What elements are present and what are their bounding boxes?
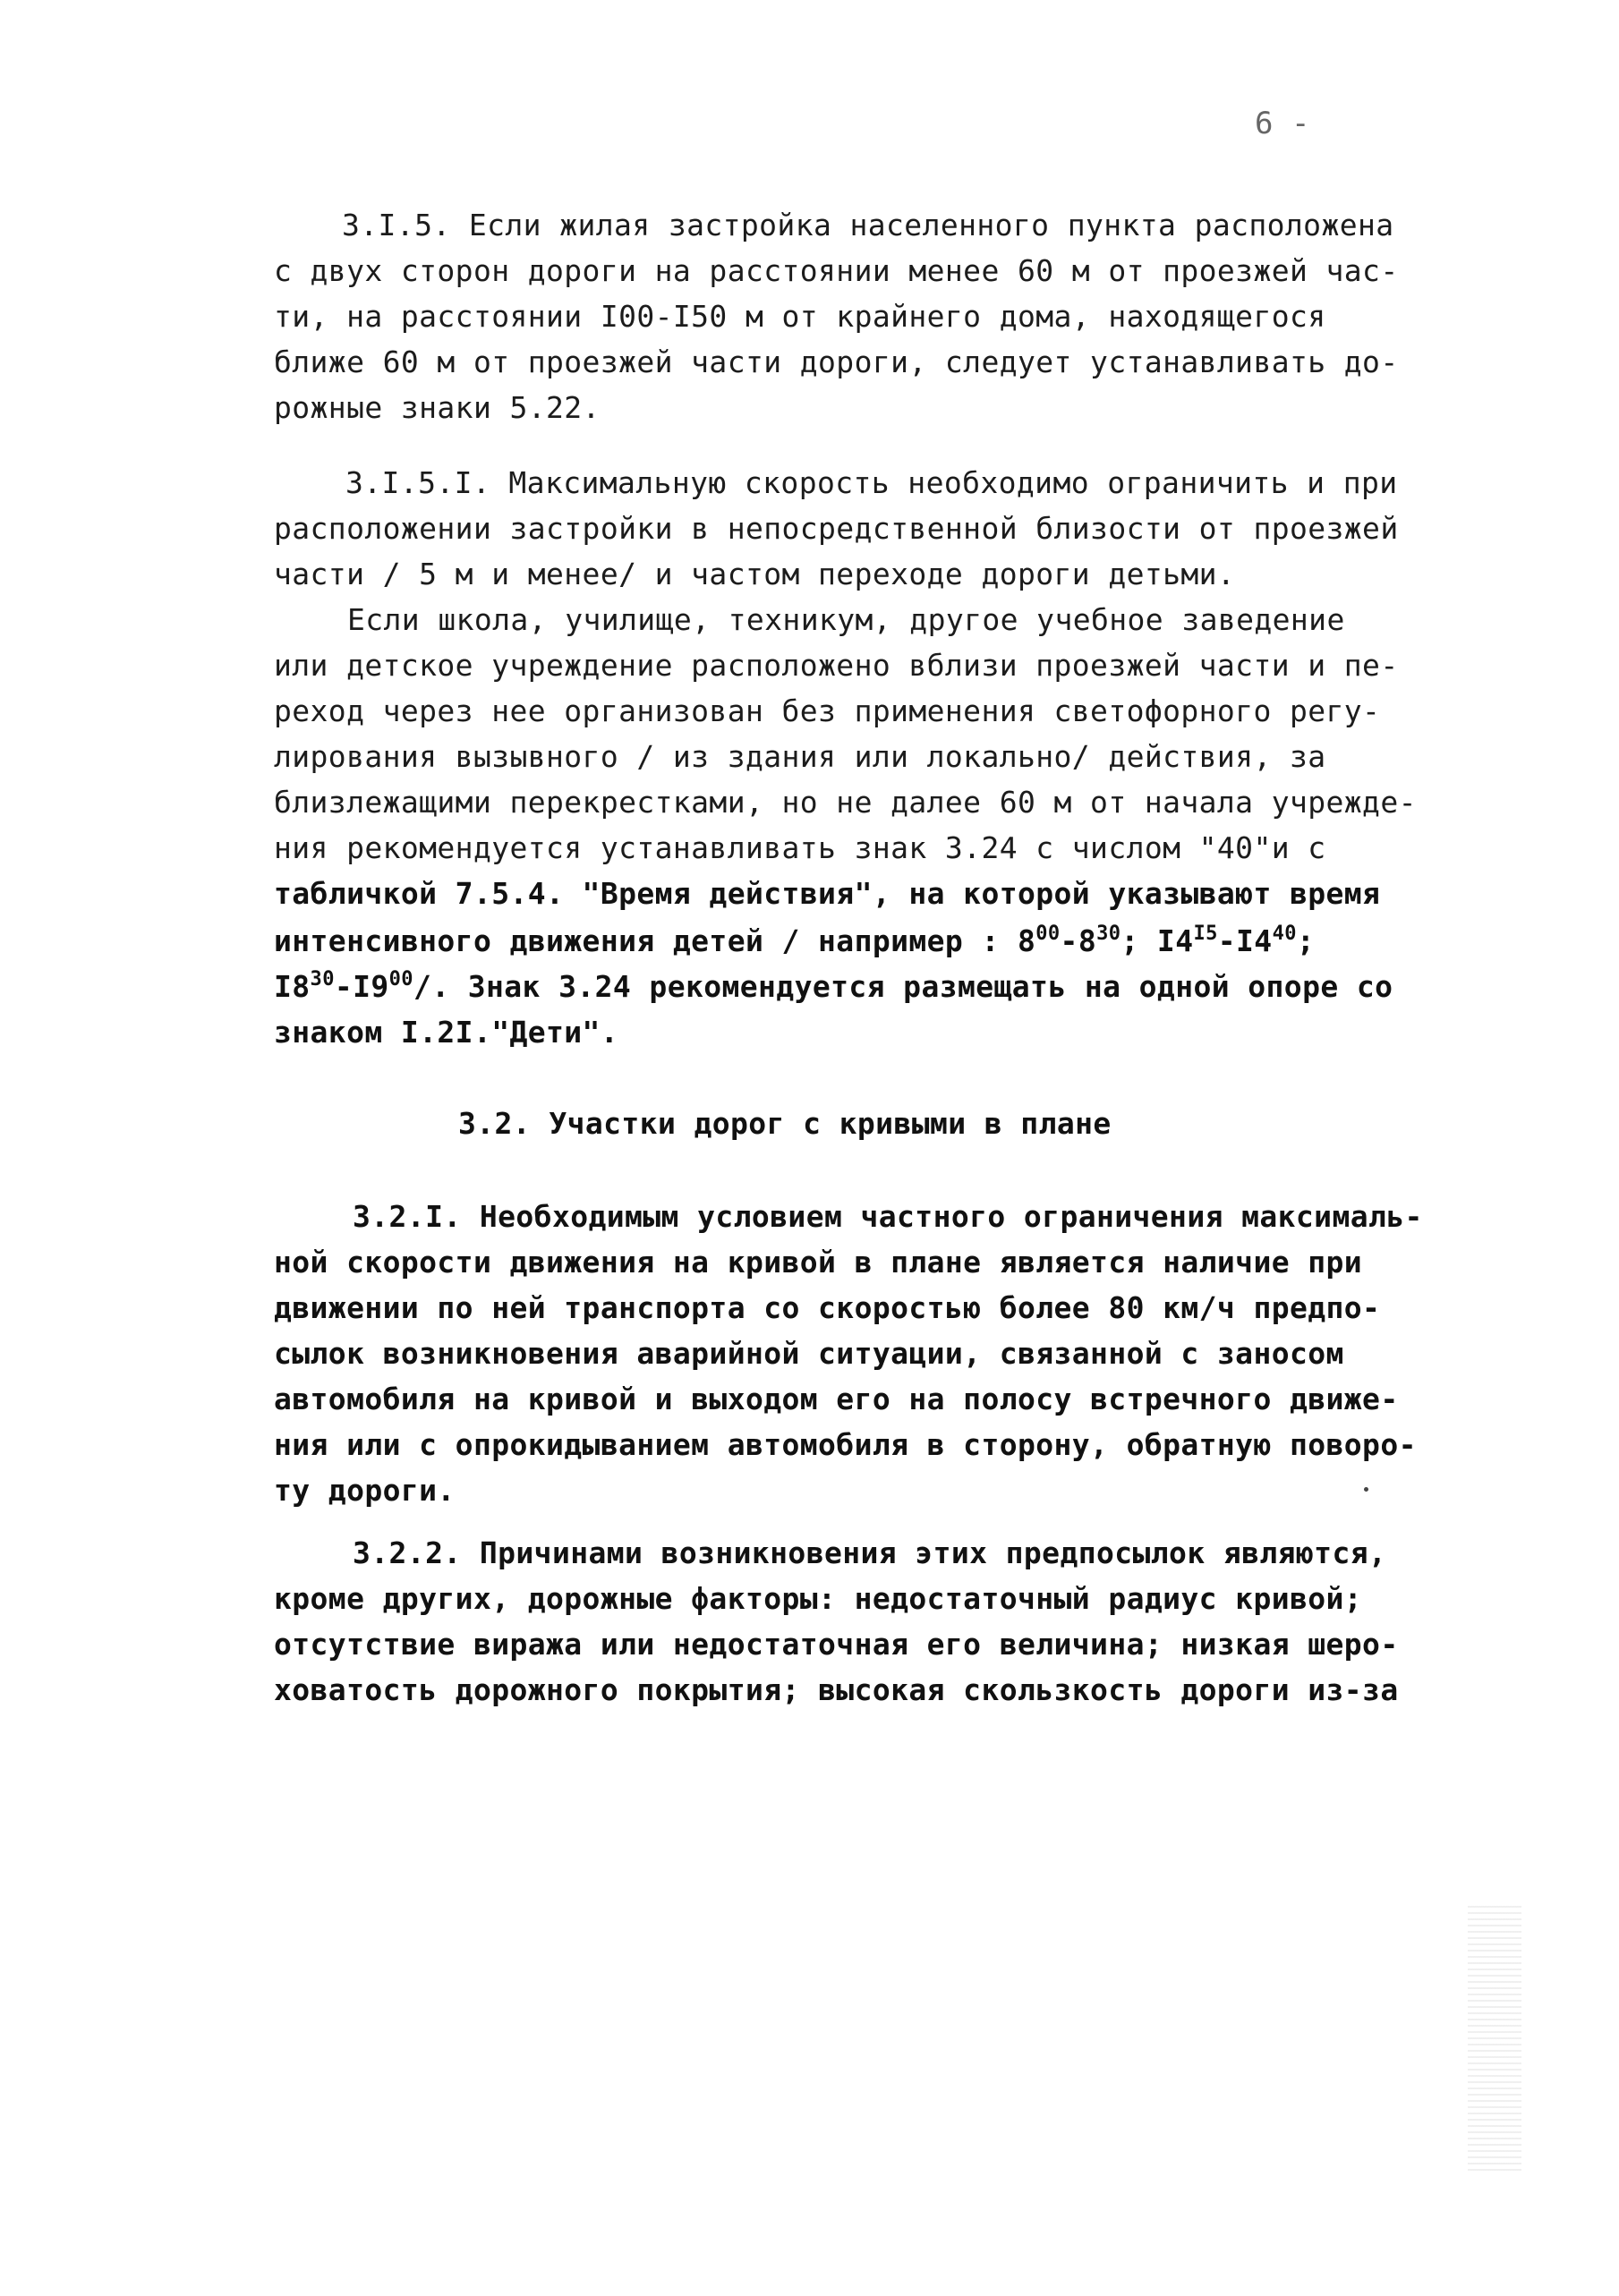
superscript: 30 (310, 968, 335, 991)
text-span: -I4 (1217, 923, 1273, 958)
scan-speck (1364, 1487, 1368, 1492)
text-span: I8 (274, 969, 311, 1004)
paragraph-line: близлежащими перекрестками, но не далее 60 м от начала учрежде- (274, 785, 1417, 820)
paragraph-line: расположении застройки в непосредственной близости от проезжей (274, 511, 1399, 546)
text-span: интенсивного движения детей / например : 8 (274, 923, 1036, 958)
paragraph-line: лирования вызывного / из здания или локально/ действия, за (274, 739, 1326, 774)
paragraph-line: части / 5 м и менее/ и частом переходе дороги детьми. (274, 557, 1236, 591)
paragraph-line: знаком I.2I."Дети". (274, 1015, 619, 1050)
time-schedule-line (274, 923, 1315, 959)
paragraph-line: движении по ней транспорта со скоростью более 80 км/ч предпо- (274, 1290, 1381, 1325)
paragraph-line: 3.I.5.I. Максимальную скорость необходимо ограничить и при (345, 465, 1398, 500)
text-span: ; (1296, 923, 1316, 958)
time-schedule-line-2 (274, 969, 1393, 1005)
paragraph-line: ной скорости движения на кривой в плане является наличие при (274, 1245, 1363, 1280)
paragraph-line: 3.I.5. Если жилая застройка населенного пункта расположена (342, 208, 1394, 242)
paragraph-line: ти, на расстоянии I00-I50 м от крайнего дома, находящегося (274, 299, 1326, 334)
paragraph-line: 3.2.2. Причинами возникновения этих предпосылок являются, (353, 1535, 1387, 1570)
paragraph-line: с двух сторон дороги на расстоянии менее 60 м от проезжей час- (274, 253, 1399, 288)
page-number: 6 - (1255, 106, 1310, 141)
paragraph-line: ния или с опрокидыванием автомобиля в сторону, обратную поворо- (274, 1427, 1417, 1462)
superscript: 00 (388, 968, 413, 991)
paragraph-line: ту дороги. (274, 1473, 456, 1508)
text-span: -8 (1060, 923, 1097, 958)
superscript: 40 (1272, 923, 1297, 945)
paragraph-line: отсутствие виража или недостаточная его величина; низкая шеро- (274, 1627, 1399, 1662)
text-span: ; I4 (1121, 923, 1194, 958)
superscript: 00 (1035, 923, 1061, 945)
paragraph-line: автомобиля на кривой и выходом его на полосу встречного движе- (274, 1382, 1399, 1416)
superscript: 30 (1096, 923, 1121, 945)
section-heading: 3.2. Участки дорог с кривыми в плане (458, 1106, 1112, 1141)
text-span: /. Знак 3.24 рекомендуется размещать на одной опоре со (413, 969, 1393, 1004)
paragraph-line: табличкой 7.5.4. "Время действия", на которой указывают время (274, 876, 1381, 911)
paragraph-line: кроме других, дорожные факторы: недостаточный радиус кривой; (274, 1581, 1363, 1616)
paragraph-line: Если школа, училище, техникум, другое учебное заведение (347, 602, 1345, 637)
paragraph-line: рожные знаки 5.22. (274, 390, 601, 425)
paragraph-line: ближе 60 м от проезжей части дороги, следует устанавливать до- (274, 344, 1399, 379)
paragraph-line: или детское учреждение расположено вблизи проезжей части и пе- (274, 648, 1399, 683)
paragraph-line: сылок возникновения аварийной ситуации, связанной с заносом (274, 1336, 1344, 1371)
text-span: -I9 (334, 969, 389, 1004)
scan-artifact (1468, 1906, 1521, 2174)
paragraph-line: 3.2.I. Необходимым условием частного ограничения максималь- (353, 1199, 1423, 1234)
superscript: I5 (1193, 923, 1218, 945)
paragraph-line: ховатость дорожного покрытия; высокая скользкость дороги из-за (274, 1672, 1399, 1707)
paragraph-line: ния рекомендуется устанавливать знак 3.24 с числом "40"и с (274, 830, 1326, 865)
paragraph-line: реход через нее организован без применения светофорного регу- (274, 693, 1381, 728)
